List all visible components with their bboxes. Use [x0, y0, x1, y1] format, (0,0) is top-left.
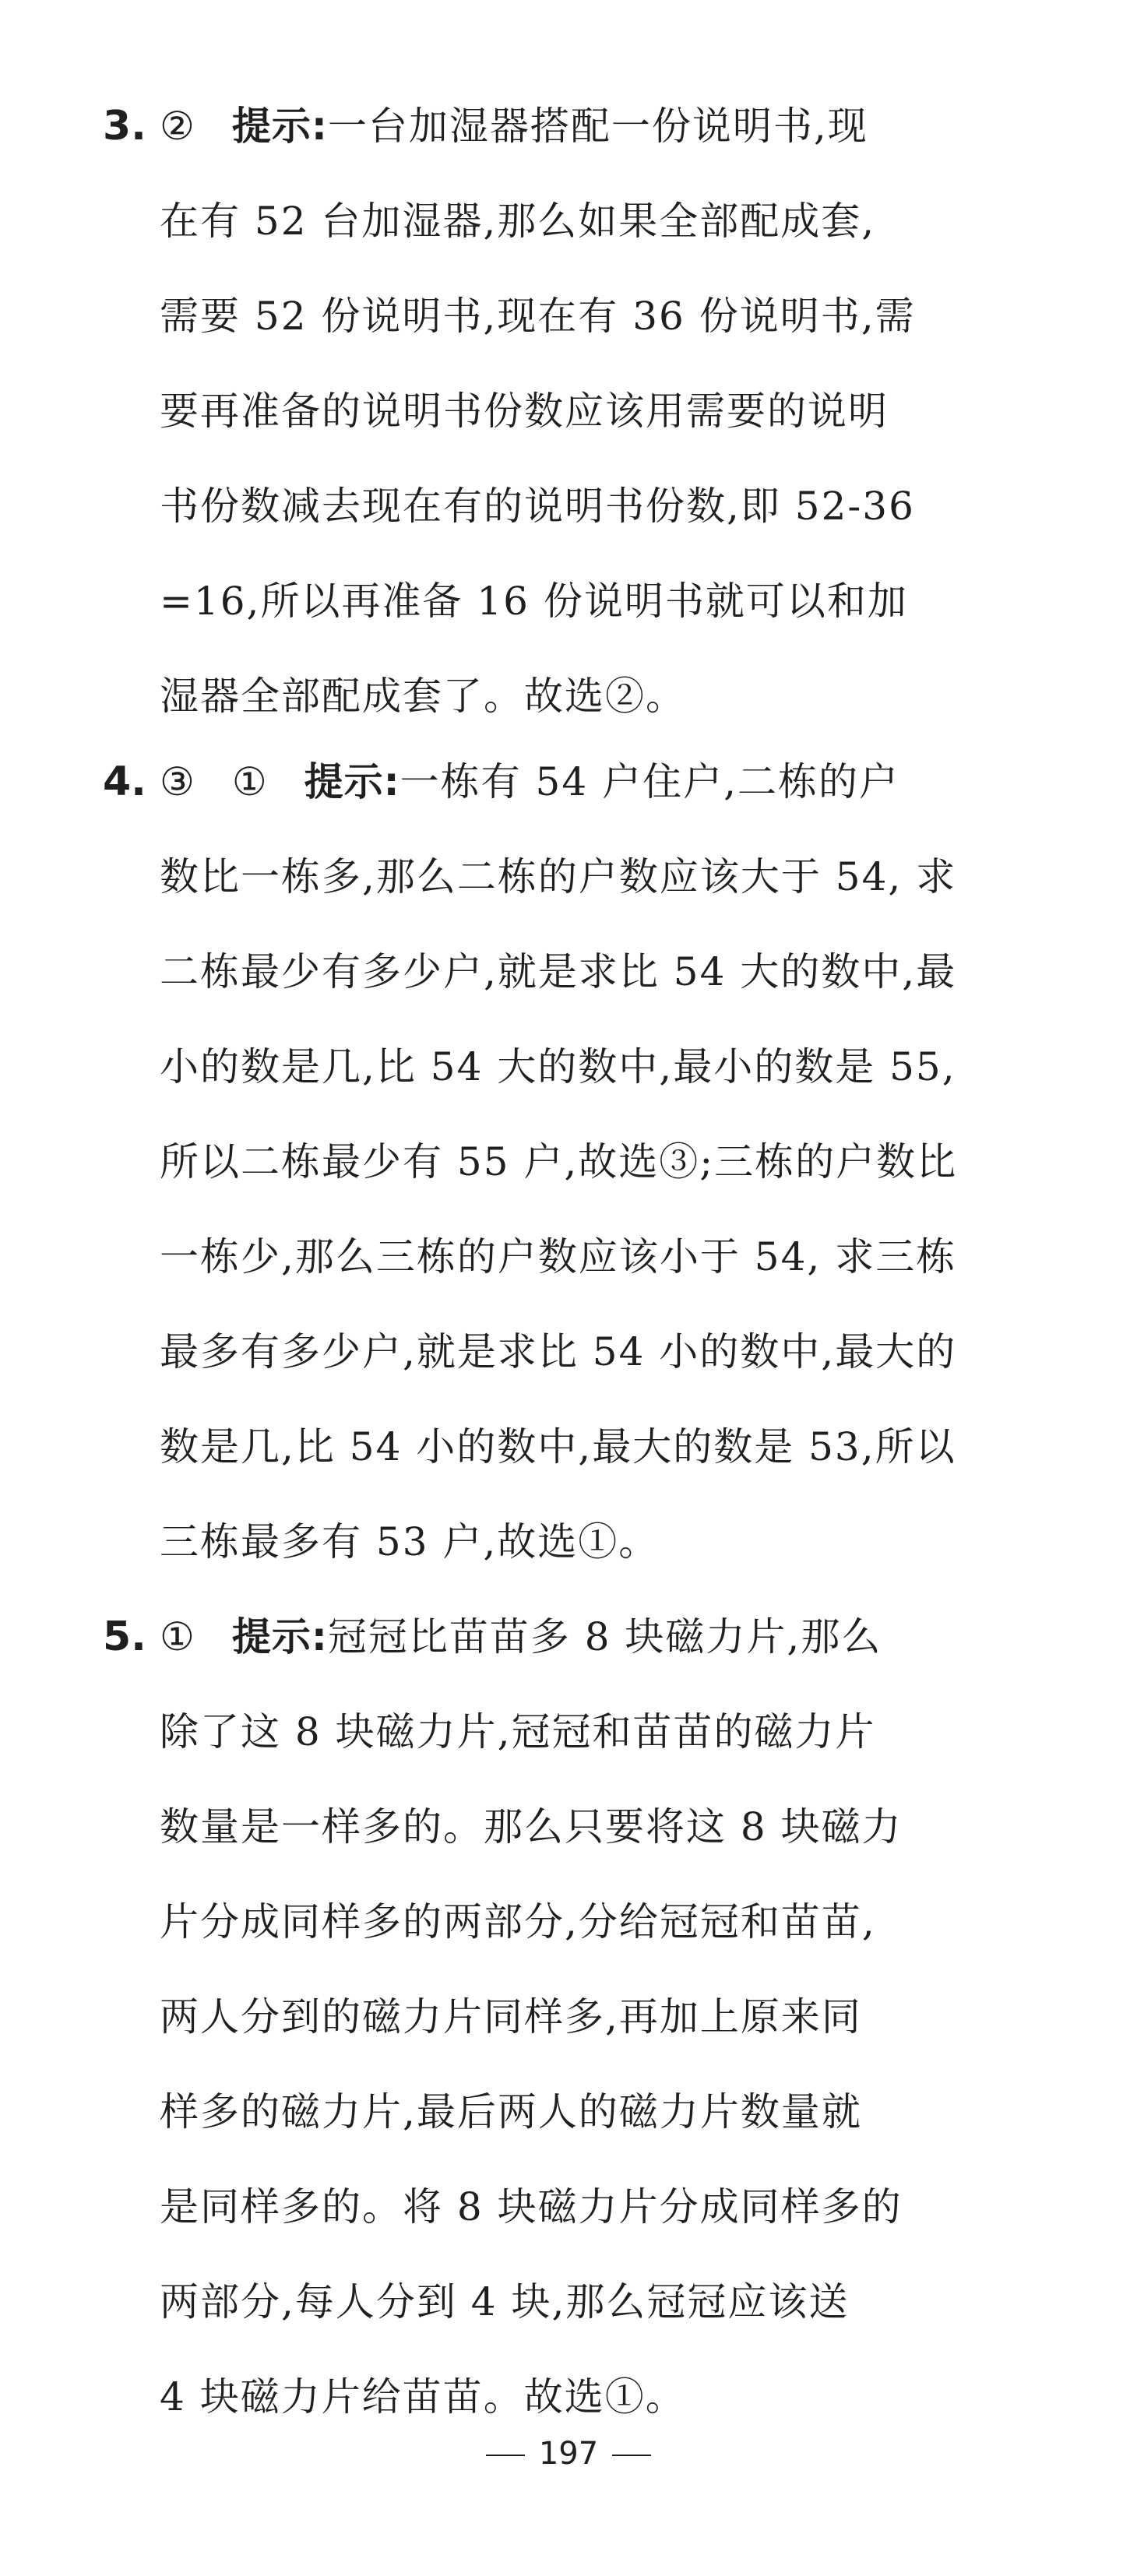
answer-line: 是同样多的。将 8 块磁力片分成同样多的 — [160, 2184, 903, 2229]
answer-line: 湿器全部配成套了。故选②。 — [160, 674, 686, 719]
item-number: 4. — [103, 758, 146, 805]
answer-line: 所以二栋最少有 55 户,故选③;三栋的户数比 — [160, 1139, 958, 1184]
answer-line: 二栋最少有多少户,就是求比 54 大的数中,最 — [160, 949, 957, 994]
answer-choice: ① — [160, 1614, 196, 1659]
answer-line: 书份数减去现在有的说明书份数,即 52-36 — [160, 484, 915, 529]
answer-line: 两部分,每人分到 4 块,那么冠冠应该送 — [160, 2279, 850, 2324]
footer-dash-left — [486, 2455, 525, 2456]
answer-line: 数比一栋多,那么二栋的户数应该大于 54, 求 — [160, 854, 957, 899]
answer-choice: ② — [160, 104, 196, 149]
answer-text: 一栋有 54 户住户,二栋的户 — [400, 759, 899, 804]
answer-line: 要再准备的说明书份数应该用需要的说明 — [160, 389, 889, 434]
answer-text: 冠冠比苗苗多 8 块磁力片,那么 — [327, 1614, 882, 1659]
page-footer — [0, 2434, 1137, 2473]
answer-line: 数量是一样多的。那么只要将这 8 块磁力 — [160, 1804, 903, 1849]
answer-line: 除了这 8 块磁力片,冠冠和苗苗的磁力片 — [160, 1709, 876, 1754]
answer-line: 数是几,比 54 小的数中,最大的数是 53,所以 — [160, 1424, 956, 1469]
answer-line: 需要 52 份说明书,现在有 36 份说明书,需 — [160, 294, 916, 339]
answer-line: 两人分到的磁力片同样多,再加上原来同 — [160, 1994, 862, 2039]
item-number: 3. — [103, 103, 146, 150]
answer-text: 一台加湿器搭配一份说明书,现 — [327, 104, 868, 149]
footer-dash-right — [612, 2455, 651, 2456]
hint-label: 提示: — [231, 1614, 328, 1659]
answer-line: 在有 52 台加湿器,那么如果全部配成套, — [160, 199, 876, 244]
item-number: 5. — [103, 1614, 146, 1660]
hint-label: 提示: — [231, 104, 328, 149]
answer-line: 样多的磁力片,最后两人的磁力片数量就 — [160, 2089, 862, 2134]
answer-line: 片分成同样多的两部分,分给冠冠和苗苗, — [160, 1899, 876, 1944]
answer-line — [160, 1614, 1047, 1660]
answer-line — [160, 758, 1047, 805]
answer-choice: ① — [231, 759, 269, 804]
answer-line: =16,所以再准备 16 份说明书就可以和加 — [160, 579, 908, 624]
answer-choice: ③ — [160, 759, 196, 804]
hint-label: 提示: — [304, 759, 400, 804]
answer-line: 三栋最多有 53 户,故选①。 — [160, 1519, 660, 1564]
page-number: 197 — [538, 2436, 599, 2472]
answer-line: 一栋少,那么三栋的户数应该小于 54, 求三栋 — [160, 1234, 957, 1279]
answer-line: 小的数是几,比 54 大的数中,最小的数是 55, — [160, 1044, 956, 1089]
answer-line — [160, 103, 1047, 150]
answer-line: 最多有多少户,就是求比 54 小的数中,最大的 — [160, 1329, 957, 1374]
answer-line: 4 块磁力片给苗苗。故选①。 — [160, 2374, 686, 2419]
